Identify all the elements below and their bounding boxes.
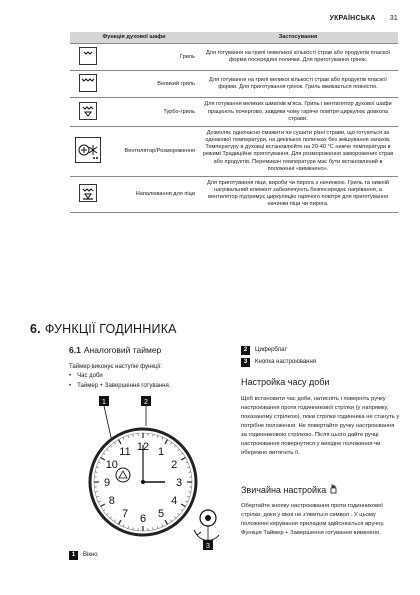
timer-intro [69, 363, 170, 391]
legend-number: 2 [241, 346, 250, 355]
function-description: Дозволяє одночасно смажити чи сушити різні страви, що готуються за однакової температури, на декількох поличках без змішування запахів. Температуру в духовці встановлюйте на 20-40 °C нижче температури в режимі Традиційне приготування. Для розмороження заморожених страв або продуктів. Перемикач температури має бути встановлений в положенні «вимкнено». [198, 126, 398, 176]
function-description: Для готування на грилі великої кількості страв або продуктів пласкої форми. Для приготування грінок. Гриль вмикається повністю. [198, 71, 398, 98]
column-header-function: Функція духової шафи [70, 32, 198, 44]
dial-number: 8 [108, 495, 115, 507]
legend [241, 345, 316, 369]
table-row [70, 176, 398, 212]
header-language: УКРАЇНСЬКА [329, 15, 376, 22]
dial-number: 2 [171, 459, 178, 471]
function-description: Для готування великих шматків м'яса. Гриль і вентилятор духової шафи працюють почергово, завдяки чому гаряче повітря циркулює довкола страви. [198, 98, 398, 126]
legend-item [241, 357, 316, 367]
intro-text: Таймер виконує наступні функції: [69, 364, 163, 370]
table-row [70, 71, 398, 98]
section-number: 6. [30, 322, 41, 336]
analog-timer-diagram [85, 390, 225, 555]
page-number: 31 [389, 15, 398, 22]
callout-2: 2 [144, 399, 148, 406]
legend-item [69, 551, 98, 560]
section-title [30, 322, 177, 336]
function-description: Для готування на грилі невеликої кількості страв або продуктів пласкої форми посередині полички. Для приготування грінок. [198, 44, 398, 71]
time-setting-title: Настройка часу доби [241, 377, 330, 387]
hand-icon [329, 484, 338, 494]
dial-number: 1 [157, 445, 165, 458]
dial-number: 5 [157, 508, 165, 521]
subsection-title [69, 345, 161, 355]
function-description: Для приготування піци, вироби чи пирога з начинкою. Гриль та нижній нагрівальний елемент забезпечують безпосереднє нагрівання, а вентилятор підтримує циркуляцію гарячого повітря для приготування начинки піци чи пирога. [198, 176, 398, 212]
pizza-icon [79, 184, 97, 202]
function-name: Напалювання для піци [106, 176, 198, 212]
legend-number: 3 [241, 358, 250, 367]
page-header [330, 15, 398, 22]
function-name: Гриль [106, 44, 198, 71]
function-name: Великий гриль [106, 71, 198, 98]
legend-number: 1 [69, 551, 78, 560]
large-grill-icon [79, 74, 97, 92]
legend-label: Кнопка настроювання [255, 359, 317, 366]
legend-label: Вікно [83, 552, 98, 558]
function-name: Турбо-гриль [106, 98, 198, 126]
turbo-grill-icon [79, 102, 97, 120]
dial-number: 10 [105, 459, 118, 471]
legend-label: Циферблат [255, 347, 288, 353]
function-list [69, 372, 170, 391]
time-setting-text: Щоб встановити час доби, натисніть і поверніть ручку настроювання проти годинникової стрілки (у напрямку, показаному стрілкою), поки стрілки годинника не стануть у потрібне положення. Не повертайте ручку настроювання за годинниковою стрілкою. Після цього дайте ручці настроювання повернутися у вихідне положення чи обережно витягніть її. [241, 396, 400, 456]
subsection-title-text: Аналоговий таймер [83, 345, 162, 355]
column-header-use: Застосування [198, 32, 398, 44]
section-title-text: ФУНКЦІЇ ГОДИННИКА [44, 322, 177, 336]
subsection-number: 6.1 [69, 345, 81, 355]
dial-number: 4 [171, 495, 178, 507]
dial-number: 11 [119, 445, 131, 458]
mode-window [116, 468, 130, 482]
normal-setting-title: Звичайна настройка [241, 484, 338, 495]
table-row [70, 98, 398, 126]
grill-icon [79, 47, 97, 65]
function-name: Вентилятор/Розмороження [106, 126, 198, 176]
dial-number: 9 [103, 477, 111, 489]
defrost-icon [75, 137, 101, 163]
dial-number: 7 [121, 508, 129, 521]
table-row [70, 126, 398, 176]
callout-3: 3 [206, 543, 210, 550]
dial-number: 6 [139, 513, 147, 525]
table-row [70, 44, 398, 71]
dial-number: 12 [136, 441, 150, 453]
legend-item [241, 345, 316, 355]
callout-1: 1 [102, 399, 106, 406]
list-item: • Таймер + Завершення готування. [69, 382, 170, 391]
dial-number: 3 [175, 477, 183, 489]
oven-functions-table [70, 32, 398, 213]
list-item: • Час доби [69, 372, 170, 381]
normal-setting-text: Обертайте кнопку настроювання проти годинникової стрілки, доки у вікні не з'явиться символ . У цьому положенні керування приладом здійснюється вручну. Функція Таймер + Завершення готування вимкнено. [241, 503, 385, 536]
